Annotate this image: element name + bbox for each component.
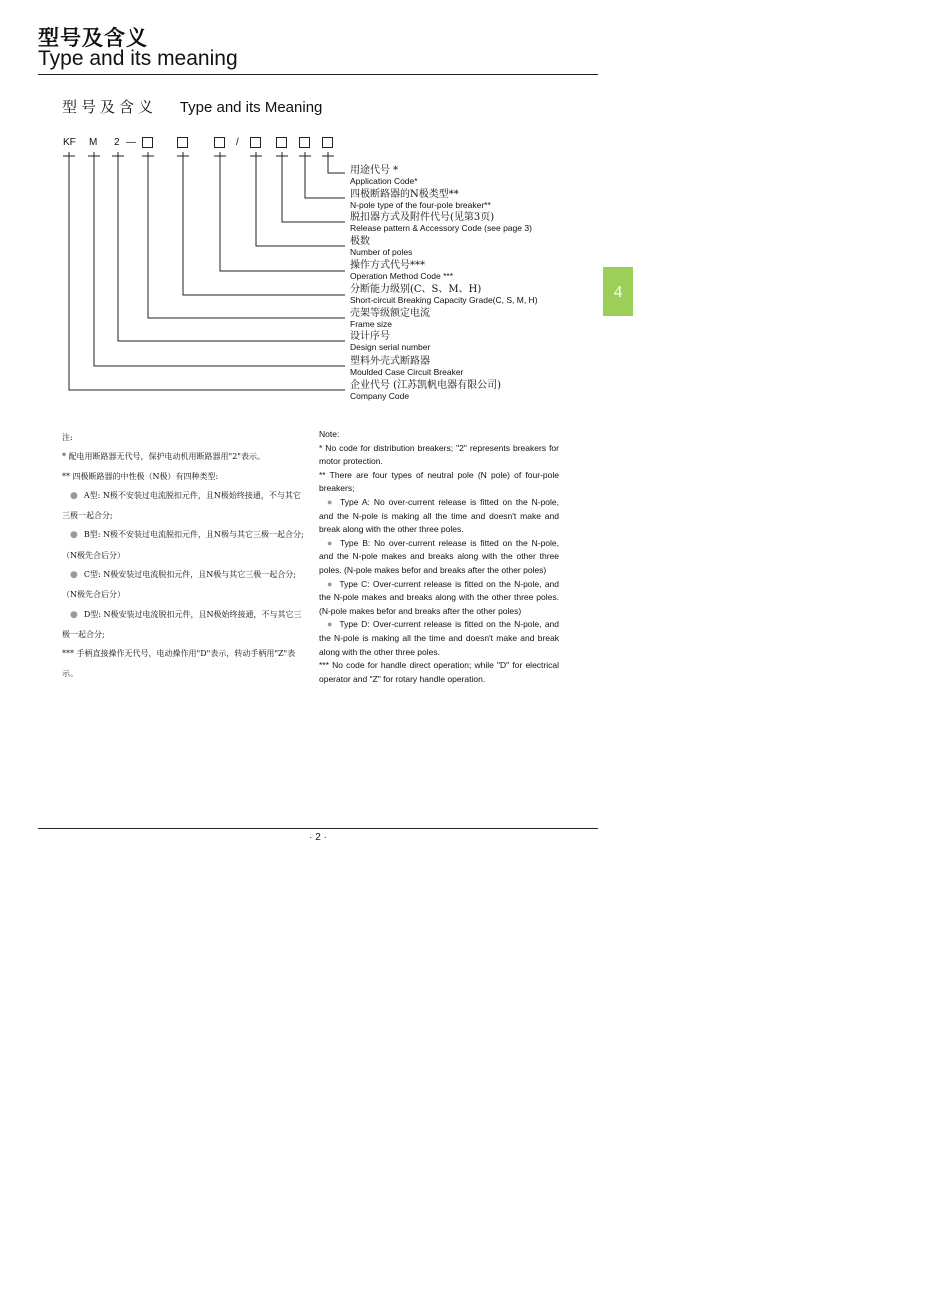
- notes-en-2: ** There are four types of neutral pole (N pole) of four-pole breakers;: [319, 469, 559, 494]
- notes-cn-2: ** 四极断路器的中性极（N极）有四种类型:: [62, 471, 219, 481]
- code-kf: KF: [63, 137, 76, 148]
- notes-en-3: *** No code for handle direct operation; while "D" for electrical operator and "Z" for rotary handle operation.: [319, 660, 559, 684]
- notes-en-c: Type C: Over-current release is fitted on the N-pole, and the N-pole makes and breaks along with the other three poles. (N-pole makes befor and breaks after the other poles): [319, 578, 559, 616]
- label-application-en: Application Code*: [350, 176, 418, 186]
- bullet-icon: ●: [70, 609, 78, 620]
- notes-cn-b: B型: N极不安装过电流脱扣元件，且N极与其它三极一起合分; （N极先合后分）: [62, 530, 304, 560]
- label-operation-cn: 操作方式代号***: [350, 260, 425, 271]
- label-poles-cn: 极数: [350, 236, 370, 247]
- label-mccb-cn: 塑料外壳式断路器: [350, 356, 430, 367]
- label-design-cn: 设计序号: [350, 331, 390, 342]
- label-npole-cn: 四极断路器的N极类型**: [350, 189, 459, 200]
- notes-chinese: [62, 428, 304, 683]
- notes-cn-a: A型: N极不安装过电流脱扣元件，且N极始终接通，不与其它三极一起合分;: [62, 490, 301, 521]
- bullet-icon: ●: [327, 537, 334, 548]
- code-m: M: [89, 137, 98, 148]
- label-frame: [350, 309, 430, 329]
- label-breaking: [350, 285, 538, 305]
- notes-en-b-item: [319, 537, 559, 578]
- notes-cn-d-item: [62, 605, 304, 645]
- label-poles: [350, 237, 412, 257]
- bullet-icon: ●: [70, 490, 78, 501]
- notes-english: [319, 428, 559, 686]
- label-frame-cn: 壳架等级额定电流: [350, 308, 430, 319]
- code-2: 2: [114, 137, 120, 148]
- label-company-en: Company Code: [350, 391, 410, 401]
- notes-en-b: Type B: No over-current release is fitted on the N-pole, and the N-pole makes and breaks along with the other three poles. (N-pole makes befor and breaks after the other poles): [319, 537, 560, 575]
- bullet-icon: ●: [70, 530, 78, 541]
- bullet-icon: ●: [70, 570, 78, 581]
- page-number: · 2 ·: [309, 832, 327, 843]
- label-poles-en: Number of poles: [350, 247, 413, 257]
- label-breaking-en: Short-circuit Breaking Capacity Grade(C, S, M, H): [350, 295, 538, 305]
- notes-cn-3: *** 手柄直接操作无代号，电动操作用"D"表示，转动手柄用"Z"表示。: [62, 649, 296, 678]
- label-company: [350, 381, 501, 401]
- section-title-cn: 型号及含义: [62, 98, 158, 116]
- bullet-icon: ●: [327, 619, 334, 630]
- bullet-icon: ●: [327, 496, 334, 507]
- label-breaking-cn: 分断能力级别(C、S、M、H): [350, 284, 482, 295]
- notes-en-c-item: [319, 578, 559, 619]
- label-release-cn: 脱扣器方式及附件代号(见第3页): [350, 212, 495, 223]
- notes-cn-a-item: [62, 486, 304, 526]
- label-npole-en: N-pole type of the four-pole breaker**: [350, 200, 491, 210]
- notes-cn-c-item: [62, 565, 304, 605]
- label-operation: [350, 261, 453, 281]
- bullet-icon: ●: [327, 578, 334, 589]
- code-slash: /: [236, 137, 239, 148]
- notes-en-d: Type D: Over-current release is fitted on the N-pole, and the N-pole is making all the time and doesn't make and break along with the other three poles.: [319, 619, 559, 657]
- label-release-en: Release pattern & Accessory Code (see page 3): [350, 223, 532, 233]
- code-tree-diagram: [0, 0, 950, 420]
- label-operation-en: Operation Method Code ***: [350, 271, 454, 281]
- notes-cn-head: 注:: [62, 433, 73, 442]
- label-design-en: Design serial number: [350, 342, 431, 352]
- section-title-en: Type and its Meaning: [179, 99, 323, 116]
- notes-cn-d: D型: N极安装过电流脱扣元件，且N极始终接通，不与其它三极一起合分;: [62, 609, 302, 639]
- notes-en-a: Type A: No over-current release is fitted on the N-pole, and the N-pole is making all the time and doesn't make and break along with the other three poles.: [319, 496, 560, 535]
- chapter-tab[interactable]: 4: [603, 267, 633, 316]
- label-release: [350, 213, 532, 233]
- notes-en-d-item: [319, 618, 559, 659]
- label-mccb: [350, 357, 463, 377]
- label-frame-en: Frame size: [350, 319, 393, 329]
- code-dash: —: [126, 137, 136, 148]
- label-company-cn: 企业代号 (江苏凯帆电器有限公司): [350, 380, 501, 391]
- label-design: [350, 332, 430, 352]
- footer-divider: [38, 828, 598, 829]
- header-title-cn: 型号及含义: [38, 26, 148, 50]
- notes-cn-1: * 配电用断路器无代号，保护电动机用断路器用"2"表示。: [62, 452, 265, 462]
- notes-en-1: * No code for distribution breakers; "2" represents breakers for motor protection.: [319, 442, 559, 467]
- notes-cn-b-item: [62, 525, 304, 565]
- label-mccb-en: Moulded Case Circuit Breaker: [350, 367, 464, 377]
- notes-en-a-item: [319, 496, 559, 537]
- label-npole: [350, 190, 491, 210]
- label-application-cn: 用途代号 *: [350, 165, 399, 176]
- notes-cn-c: C型: N极安装过电流脱扣元件，且N极与其它三极一起合分; （N极先合后分）: [62, 570, 296, 600]
- notes-en-head: Note:: [319, 429, 340, 439]
- label-application: [350, 166, 418, 186]
- header-title-en: Type and its meaning: [38, 47, 238, 70]
